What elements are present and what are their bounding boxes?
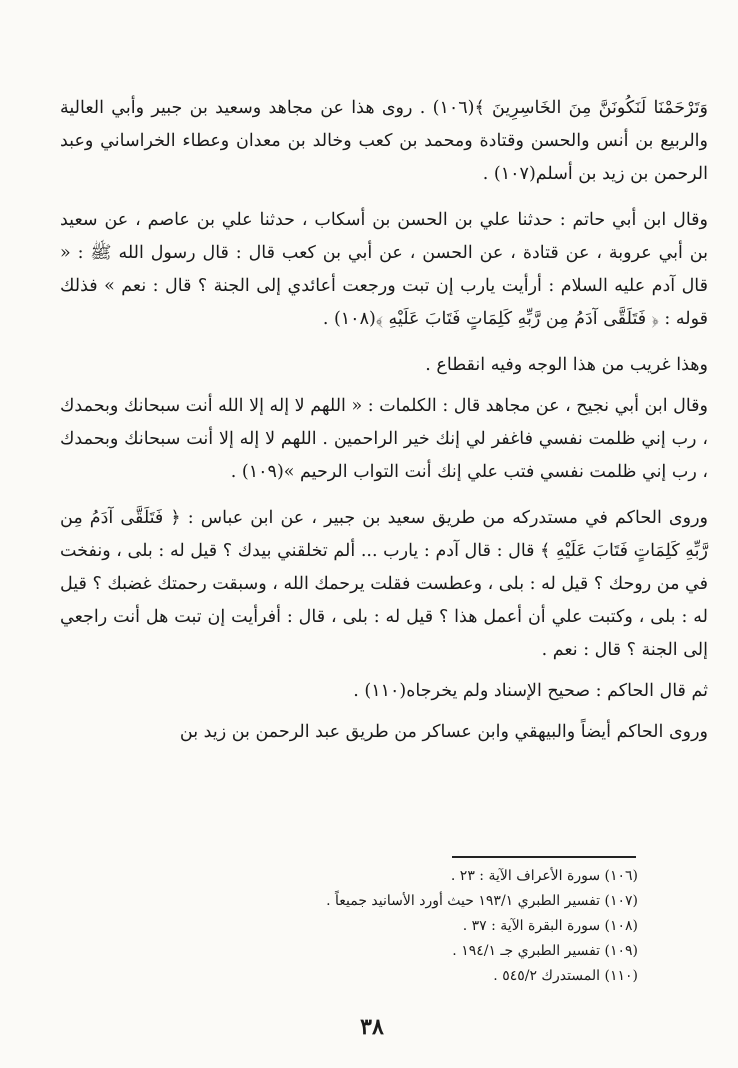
paragraph-2: وقال ابن أبي حاتم : حدثنا علي بن الحسن بن أسكاب ، حدثنا علي بن عاصم ، عن سعيد بن أبي عروبة ، عن قتادة ، عن الحسن ، عن أبي بن كعب قال : قال رسول الله ﷺ : « قال آدم عليه السلام : أرأيت يارب إن تبت ورجعت أعائدي إلى الجنة ؟ قال : نعم » فذلك قوله : ﴿ فَتَلَقَّى آدَمُ مِن رَّبِّهِ كَلِمَاتٍ فَتَابَ عَلَيْهِ ﴾(١٠٨) .: [60, 210, 708, 329]
paragraph-3: وهذا غريب من هذا الوجه وفيه انقطاع .: [425, 355, 708, 375]
footnote-110: (١١٠) المستدرك ٥٤٥/٢ .: [493, 968, 638, 984]
footnote-108: (١٠٨) سورة البقرة الآية : ٣٧ .: [462, 918, 638, 934]
footnote-divider: [452, 856, 636, 858]
footnote-107: (١٠٧) تفسير الطبري ١٩٣/١ حيث أورد الأسانيد جميعاً .: [326, 893, 638, 909]
footnote-109: (١٠٩) تفسير الطبري جـ ١٩٤/١ .: [452, 943, 638, 959]
paragraph-1: وَتَرْحَمْنَا لَنَكُونَنَّ مِنَ الخَاسِرِينَ ﴾(١٠٦) . روى هذا عن مجاهد وسعيد بن جبير وأبي العالية والربيع بن أنس والحسن وقتادة ومحمد بن كعب وخالد بن معدان وعطاء الخراساني وعبد الرحمن بن زيد بن أسلم(١٠٧) .: [60, 98, 708, 184]
paragraph-4: وقال ابن أبي نجيح ، عن مجاهد قال : الكلمات : « اللهم لا إله إلا الله أنت سبحانك وبحمدك ، رب إني ظلمت نفسي فاغفر لي إنك خير الراحمين . اللهم لا إله إلا أنت سبحانك وبحمدك ، رب إني ظلمت نفسي فتب علي إنك أنت التواب الرحيم »(١٠٩) .: [60, 396, 708, 482]
footnotes: [300, 864, 638, 989]
paragraph-6: ثم قال الحاكم : صحيح الإسناد ولم يخرجاه(١١٠) .: [353, 681, 708, 701]
page-number: ٣٨: [360, 1014, 384, 1040]
paragraph-7: وروى الحاكم أيضاً والبيهقي وابن عساكر من طريق عبد الرحمن بن زيد بن: [179, 722, 708, 742]
paragraph-5: وروى الحاكم في مستدركه من طريق سعيد بن جبير ، عن ابن عباس : ﴿ فَتَلَقَّى آدَمُ مِن رَّبِّهِ كَلِمَاتٍ فَتَابَ عَلَيْهِ ﴾ قال : قال آدم : يارب ... ألم تخلقني بيدك ؟ قيل له : بلى ، ونفخت في من روحك ؟ قيل له : بلى ، وعطست فقلت يرحمك الله ، وسبقت رحمتك غضبك ؟ قيل له : بلى ، وكتبت علي أن أعمل هذا ؟ قيل له : بلى ، قال : أفرأيت إن تبت هل أنت راجعي إلى الجنة ؟ قال : نعم .: [60, 508, 708, 660]
main-text: [60, 92, 708, 762]
footnote-106: (١٠٦) سورة الأعراف الآية : ٢٣ .: [450, 868, 638, 884]
